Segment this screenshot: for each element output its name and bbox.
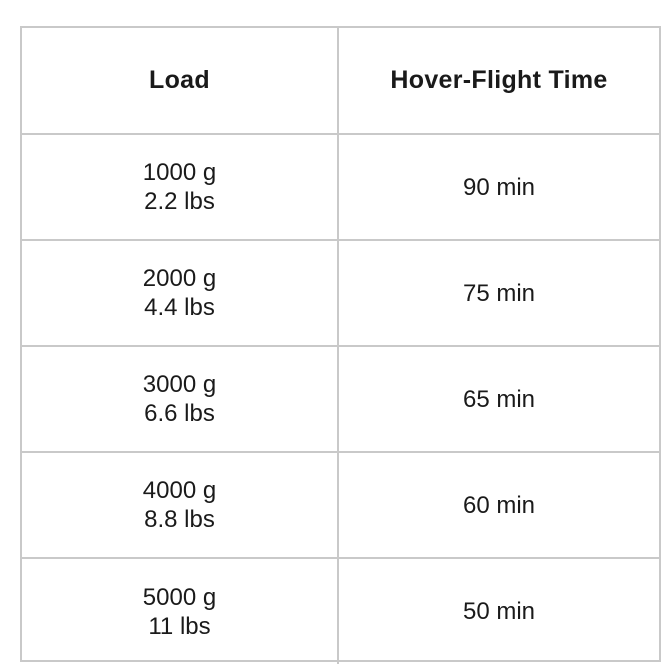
load-pounds: 2.2 lbs (144, 188, 215, 215)
header-hover-flight-time: Hover-Flight Time (338, 28, 659, 134)
load-cell (22, 452, 338, 558)
load-pounds: 8.8 lbs (144, 506, 215, 533)
table-row (22, 452, 659, 558)
load-grams: 5000 g (142, 583, 217, 611)
load-grams: 4000 g (142, 477, 217, 504)
load-grams: 1000 g (142, 159, 217, 186)
flight-time-cell: 90 min (338, 134, 659, 240)
flight-time-cell: 50 min (338, 558, 659, 664)
load-pounds: 4.4 lbs (144, 294, 215, 321)
flight-time-cell: 60 min (338, 452, 659, 558)
hover-time-table (20, 26, 661, 662)
header-load: Load (22, 28, 338, 134)
load-cell (22, 346, 338, 452)
load-vs-flight-time-table (22, 28, 659, 664)
load-cell (22, 240, 338, 346)
load-cell (22, 558, 338, 664)
load-pounds: 11 lbs (148, 612, 211, 640)
load-cell (22, 134, 338, 240)
header-row (22, 28, 659, 134)
load-grams: 2000 g (142, 265, 217, 292)
load-grams: 3000 g (142, 371, 217, 398)
flight-time-cell: 75 min (338, 240, 659, 346)
table-row (22, 346, 659, 452)
load-pounds: 6.6 lbs (144, 400, 215, 427)
table-row (22, 558, 659, 664)
table-row (22, 134, 659, 240)
table-row (22, 240, 659, 346)
flight-time-cell: 65 min (338, 346, 659, 452)
